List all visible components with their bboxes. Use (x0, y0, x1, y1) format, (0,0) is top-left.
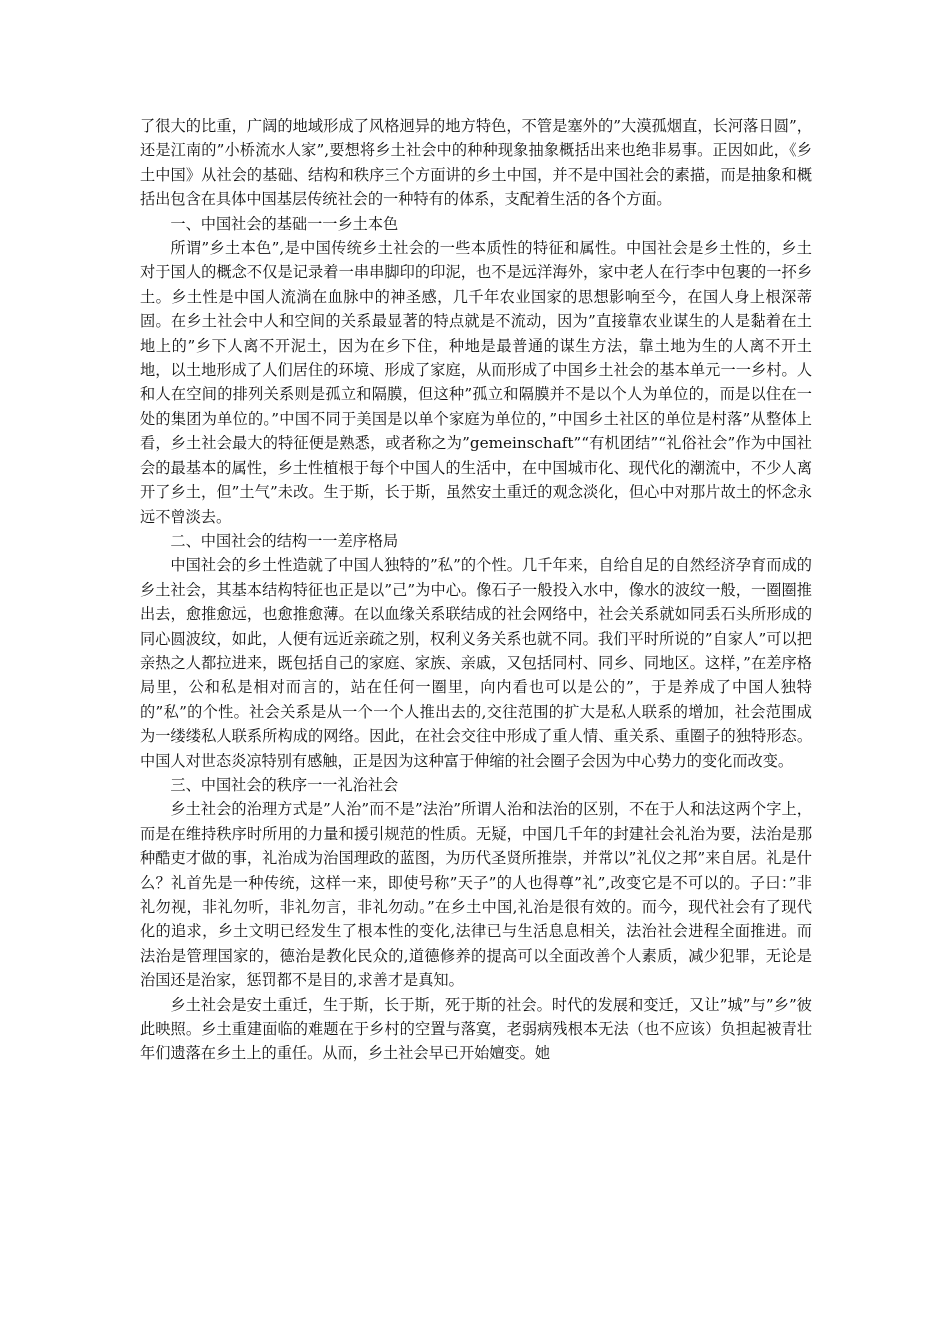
paragraph-rural-change: 乡土社会是安土重迁，生于斯，长于斯，死于斯的社会。时代的发展和变迁，又让”城”与”乡”彼此映照。乡土重建面临的难题在于乡村的空置与落寞，老弱病残根本无法（也不应该）负担起被青壮年们遗落在乡土上的重任。从而，乡土社会早已开始嬗变。她 (140, 995, 812, 1063)
section-heading-3: 三、中国社会的秩序一一礼治社会 (170, 775, 399, 794)
section-heading-1: 一、中国社会的基础一一乡土本色 (170, 214, 399, 233)
document-page (140, 114, 812, 1066)
paragraph-intro-continued: 了很大的比重，广阔的地域形成了风格迥异的地方特色，不管是塞外的”大漠孤烟直，长河落日圆”，还是江南的”小桥流水人家”,要想将乡土社会中的种种现象抽象概括出来也绝非易事。正因如此，《乡土中国》从社会的基础、结构和秩序三个方面讲的乡土中国，并不是中国社会的素描，而是抽象和概括出包含在具体中国基层传统社会的一种特有的体系，支配着生活的各个方面。 (140, 117, 812, 209)
paragraph-rule-of-rites: 乡土社会的治理方式是”人治”而不是”法治”所谓人治和法治的区别，不在于人和法这两个字上，而是在维持秩序时所用的力量和援引规范的性质。无疑，中国几千年的封建社会礼治为要，法治是那种酷吏才做的事，礼治成为治国理政的蓝图，为历代圣贤所推崇，并常以”礼仪之邦”来自居。礼是什么？礼首先是一种传统，这样一来，即使号称”天子”的人也得尊”礼”,改变它是不可以的。子曰：”非礼勿视，非礼勿听，非礼勿言，非礼勿动。”在乡土中国,礼治是很有效的。而今，现代社会有了现代化的追求，乡土文明已经发生了根本性的变化,法律已与生活息息相关，法治社会进程全面推进。而法治是管理国家的，德治是教化民众的,道德修养的提高可以全面改善个人素质，减少犯罪，无论是治国还是治家，惩罚都不是目的,求善才是真知。 (140, 800, 812, 990)
section-heading-2: 二、中国社会的结构一一差序格局 (170, 531, 399, 550)
paragraph-rural-character: 所谓”乡土本色”,是中国传统乡土社会的一些本质性的特征和属性。中国社会是乡土性的，乡土对于国人的概念不仅是记录着一串串脚印的印泥，也不是远洋海外，家中老人在行李中包裹的一抔乡土。乡土性是中国人流淌在血脉中的神圣感，几千年农业国家的思想影响至今，在国人身上根深蒂固。在乡土社会中人和空间的关系最显著的特点就是不流动，因为”直接靠农业谋生的人是黏着在土地上的”乡下人离不开泥土，因为在乡下住，种地是最普通的谋生方法，靠土地为生的人离不开土地，以土地形成了人们居住的环境、形成了家庭，从而形成了中国乡土社会的基本单元一一乡村。人和人在空间的排列关系则是孤立和隔膜，但这种”孤立和隔膜并不是以个人为单位的，而是以住在一处的集团为单位的。”中国不同于美国是以单个家庭为单位的，”中国乡土社区的单位是村落”从整体上看，乡土社会最大的特征便是熟悉，或者称之为”gemeinschaft”“有机团结”“礼俗社会”作为中国社会的最基本的属性，乡土性植根于每个中国人的生活中，在中国城市化、现代化的潮流中，不少人离开了乡土，但”土气”未改。生于斯，长于斯，虽然安土重迁的观念淡化，但心中对那片故土的怀念永远不曾淡去。 (140, 239, 812, 526)
paragraph-differential-order: 中国社会的乡土性造就了中国人独特的”私”的个性。几千年来，自给自足的自然经济孕育而成的乡土社会，其基本结构特征也正是以”己”为中心。像石子一般投入水中，像水的波纹一般，一圈圈推出去，愈推愈远，也愈推愈薄。在以血缘关系联结成的社会网络中，社会关系就如同丢石头所形成的同心圆波纹，如此，人便有远近亲疏之别，权利义务关系也就不同。我们平时所说的”自家人”可以把亲热之人都拉进来，既包括自己的家庭、家族、亲戚，又包括同村、同乡、同地区。这样，”在差序格局里，公和私是相对而言的，站在任何一圈里，向内看也可以是公的”，于是养成了中国人独特的”私”的个性。社会关系是从一个一个人推出去的,交往范围的扩大是私人联系的增加，社会范围成为一缕缕私人联系所构成的网络。因此，在社会交往中形成了重人情、重关系、重圈子的独特形态。中国人对世态炎凉特别有感触，正是因为这种富于伸缩的社会圈子会因为中心势力的变化而改变。 (140, 556, 812, 770)
